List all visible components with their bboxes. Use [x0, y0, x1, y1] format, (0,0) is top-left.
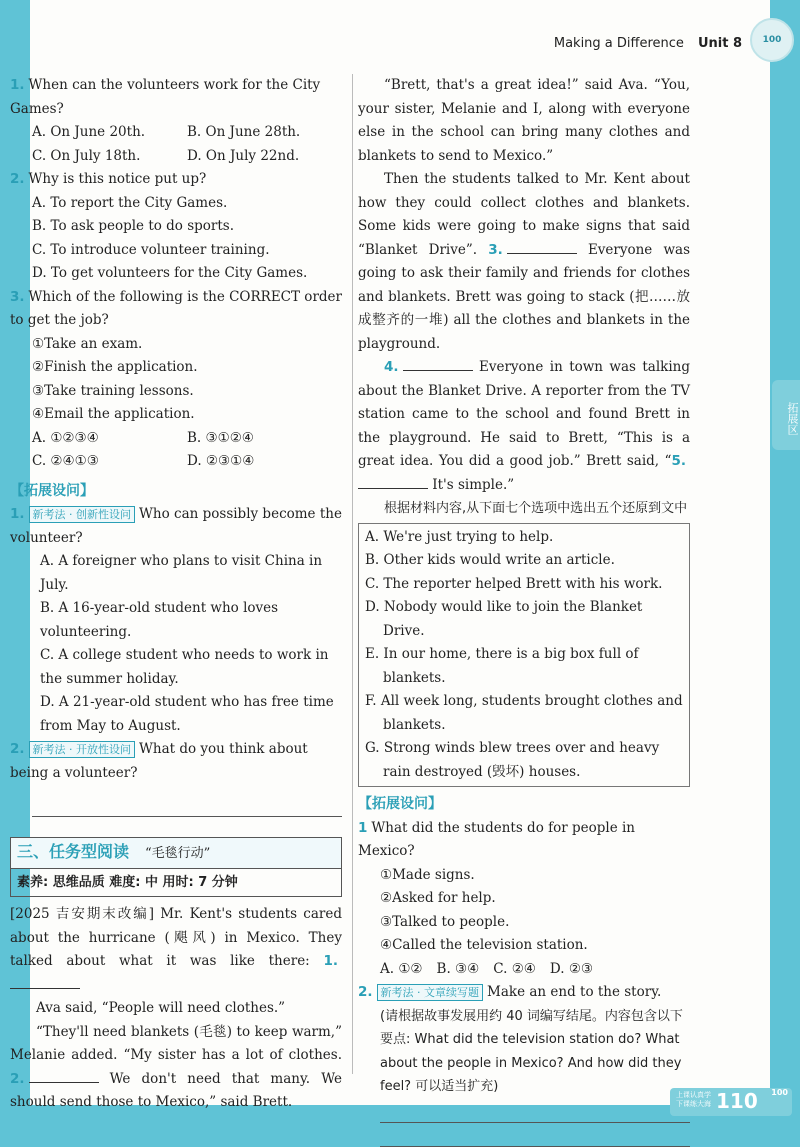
header-unit: Unit 8 — [697, 36, 742, 51]
instruction: 根据材料内容,从下面七个选项中选出五个还原到文中 — [384, 501, 688, 516]
answer-blank[interactable] — [10, 974, 80, 989]
left-column: 1. When can the volunteers work for the City Games? A. On June 20th. B. On June 28th. C. On July 18th. D. On July 22nd. 2. Why is this notice put up? A. To report the City Games. B. To ask people to do sports. C. To introduce volunteer training. D. To get volunteers for the City Games. 3. Which of the following is the CORRECT order to get the job? ①Take an exam. ②Finish the application. ③Take training lessons. ④Email the application. A. ①②③④ B. ③①②④ C. ②④①③ D. ②③①④ 【拓展设问】 1. 新考法 · 创新性设问 Who can possibly become the volunteer? A. A foreigner who plans to visit China in July. B. A 16-year-old student who loves volunteering. C. A college student who needs to work in the summer holiday. D. A 21-year-old student who has free time from May to August. 2. 新考法 · 开放性设问 What do you think about being a volunteer? 三、任务型阅读 “毛毯行动” 素养: 思维品质 难度: 中 用时: 7 分钟 [2025 吉安期末改编] Mr. Kent's students cared about the hurricane (飓风) in Mexico. They talked about what it was like there: 1. Ava said, “People will need clothes.” “They'll need blankets (毛毯) to keep warm,” Melanie added. “My sister has a lot of clothes. 2. We don't need that many. We should send those to Mexico,” said Brett. — [10, 74, 342, 1115]
extension-question-2: 2. 新考法 · 开放性设问 What do you think about being a volunteer? — [10, 741, 308, 781]
tag-badge: 新考法 · 文章续写题 — [377, 984, 484, 1001]
passage-paragraph: “Brett, that's a great idea!” said Ava. “You, your sister, Melanie and I, along with everyone else in the school can bring many clothes and blankets to send to Mexico.” — [358, 77, 690, 164]
options-box: A. We're just trying to help. B. Other kids would write an article. C. The reporter helped Brett with his work. D. Nobody would like to join the Blanket Drive. E. In our home, there is a big box full of blankets. F. All week long, students brought clothes and blankets. G. Strong winds blew trees over and heavy rain destroyed (毁坏) houses. — [358, 523, 690, 788]
footer-logo-icon: 100 — [771, 1088, 788, 1097]
passage-paragraph: Then the students talked to Mr. Kent about how they could collect clothes and blankets. Some kids were going to make signs that said “Blanket Drive”. 3. Everyone was going to ask their family and friends for clothes and blankets. Brett was going to stack (把……放成整齐的一堆) all the clothes and blankets in the playground. — [358, 171, 690, 352]
extension-question-1: 1. 新考法 · 创新性设问 Who can possibly become the volunteer? — [10, 506, 342, 546]
question-1-options: A. On June 20th. B. On June 28th. — [32, 124, 301, 140]
question-3: 3. Which of the following is the CORRECT order to get the job? — [10, 288, 342, 328]
extension-title: 【拓展设问】 — [10, 482, 94, 499]
running-header — [554, 36, 742, 51]
answer-blank[interactable] — [507, 239, 577, 254]
passage-header: 三、任务型阅读 “毛毯行动” 素养: 思维品质 难度: 中 用时: 7 分钟 — [10, 837, 342, 897]
answer-blank[interactable] — [29, 1068, 99, 1083]
writing-hint: (请根据故事发展用约 40 词编写结尾。内容包含以下要点: What did the television station do? What about the people in Mexico? And how did they feel? 可以适当扩充) — [380, 1008, 683, 1094]
passage-paragraph: “They'll need blankets (毛毯) to keep warm,” Melanie added. “My sister has a lot of clothes. 2. We don't need that many. We should send those to Mexico,” said Brett. — [10, 1023, 342, 1110]
passage-paragraph: Ava said, “People will need clothes.” — [36, 1000, 286, 1016]
answer-blank[interactable] — [358, 474, 428, 489]
right-column: “Brett, that's a great idea!” said Ava. “You, your sister, Melanie and I, along with everyone else in the school can bring many clothes and blankets to send to Mexico.” Then the students talked to Mr. Kent about how they could collect clothes and blankets. Some kids were going to make signs that said “Blanket Drive”. 3. Everyone was going to ask their family and friends for clothes and blankets. Brett was going to stack (把……放成整齐的一堆) all the clothes and blankets in the playground. 4. Everyone in town was talking about the Blanket Drive. A reporter from the TV station came to the school and found Brett in the playground. He said to Brett, “This is a great idea. You did a good job.” Brett said, “5. It's simple.” 根据材料内容,从下面七个选项中选出五个还原到文中 A. We're just trying to help. B. Other kids would write an article. C. The reporter helped Brett with his work. D. Nobody would like to join the Blanket Drive. E. In our home, there is a big box full of blankets. F. All week long, students brought clothes and blankets. G. Strong winds blew trees over and heavy rain destroyed (毁坏) houses. 【拓展设问】 1 What did the students do for people in Mexico? ①Made signs. ②Asked for help. ③Talked to people. ④Called the television station. A. ①② B. ③④ C. ②④ D. ②③ 2. 新考法 · 文章续写题 Make an end to the story. (请根据故事发展用约 40 词编写结尾。内容包含以下要点: What did the television station do? What about the people in Mexico? And how did they feel? 可以适当扩充) — [358, 74, 690, 1147]
passage-paragraph: [2025 吉安期末改编] Mr. Kent's students cared about the hurricane (飓风) in Mexico. They talked about what it was like there: 1. — [10, 903, 342, 997]
brand-logo-icon: 100 — [750, 18, 794, 62]
column-divider — [352, 74, 353, 1074]
page-footer: 上课认真学 下课练大海 110 100 — [670, 1088, 792, 1116]
question-2: 2. Why is this notice put up? — [10, 171, 207, 187]
extension-question-1: 1 What did the students do for people in Mexico? — [358, 819, 635, 859]
answer-line[interactable] — [32, 815, 342, 817]
answer-line[interactable] — [380, 1145, 690, 1147]
question-1: 1. When can the volunteers work for the City Games? — [10, 77, 321, 117]
tag-badge: 新考法 · 创新性设问 — [29, 506, 136, 523]
page-edge — [0, 0, 8, 1130]
answer-line[interactable] — [380, 1121, 690, 1123]
header-title: Making a Difference — [553, 36, 684, 51]
extension-question-2: 2. 新考法 · 文章续写题 Make an end to the story. — [358, 984, 662, 1000]
page-number: 110 — [716, 1089, 758, 1113]
answer-blank[interactable] — [403, 356, 473, 371]
tag-badge: 新考法 · 开放性设问 — [29, 741, 136, 758]
extension-title: 【拓展设问】 — [358, 796, 442, 812]
passage-paragraph: 4. Everyone in town was talking about the Blanket Drive. A reporter from the TV station came to the school and found Brett in the playground. He said to Brett, “This is a great idea. You did a good job.” Brett said, “5. It's simple.” — [358, 356, 690, 497]
side-tab: 拓展区 — [772, 380, 800, 450]
